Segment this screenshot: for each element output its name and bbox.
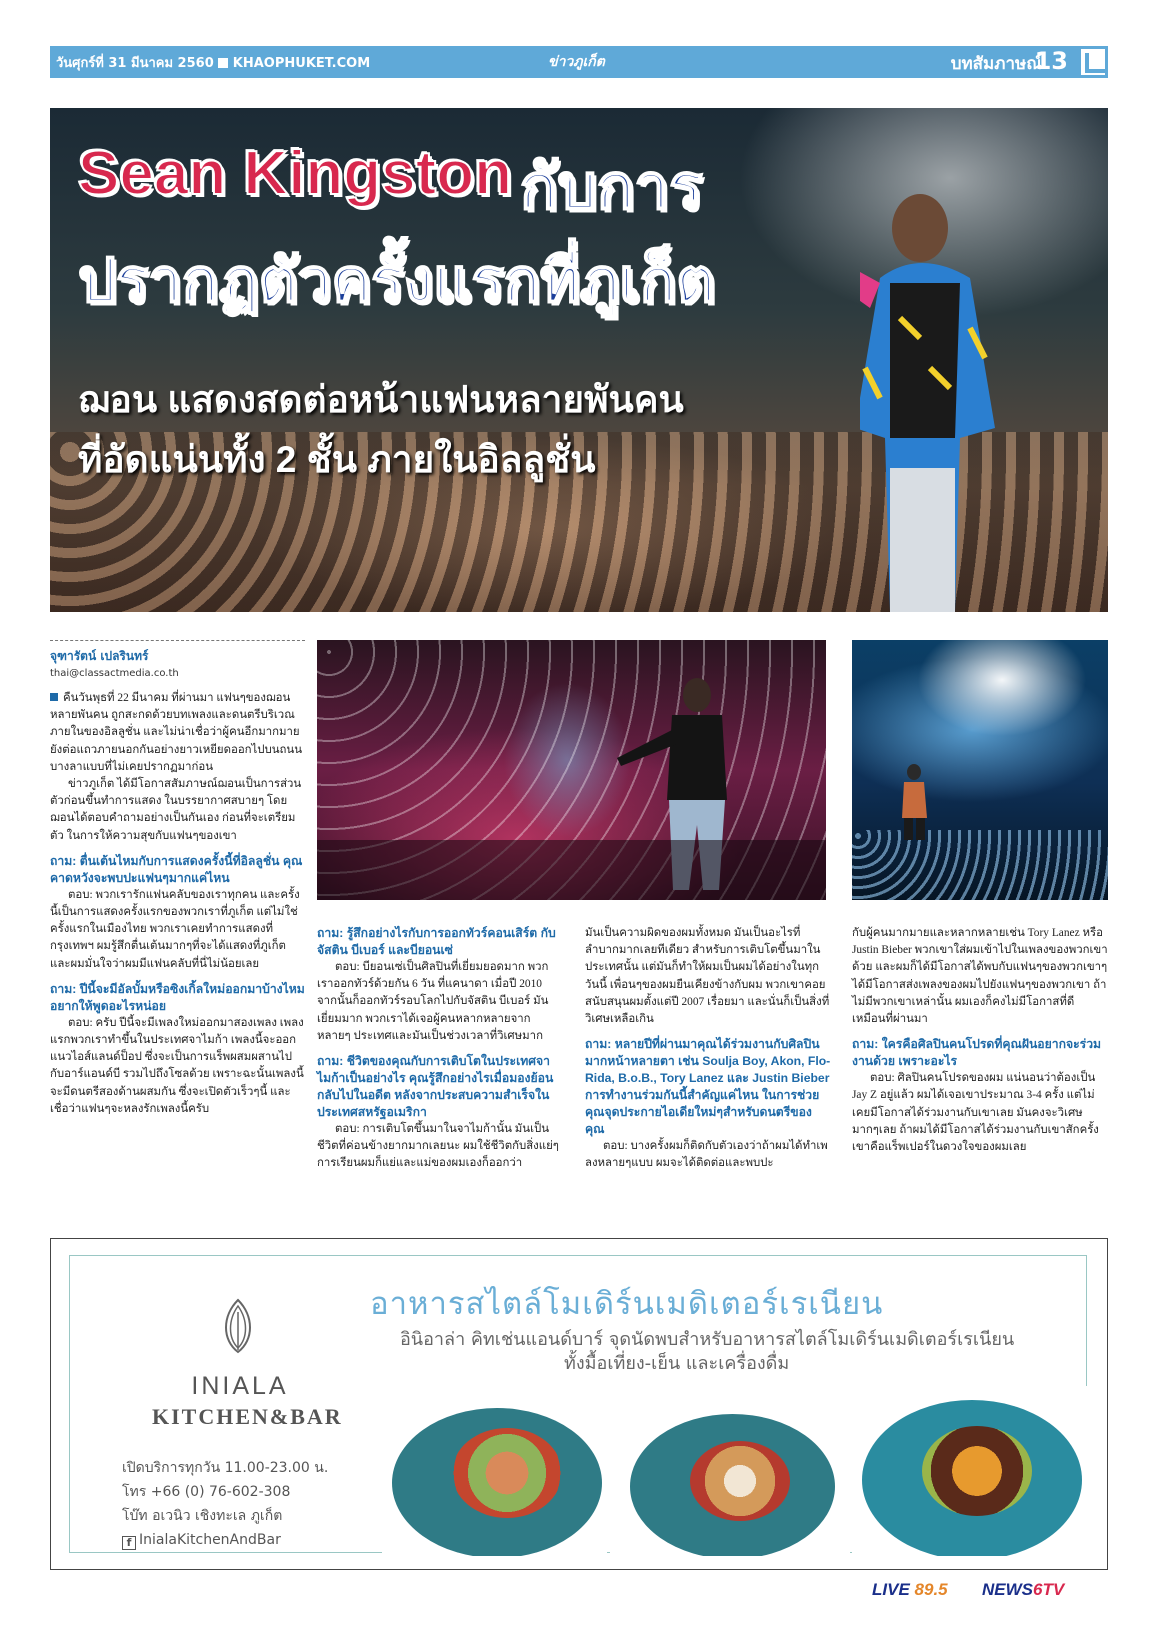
- interview-question: ถาม: รู้สึกอย่างไรกับการออกทัวร์คอนเสิร์ต กับ จัสติน บีเบอร์ และบียอนเซ่: [317, 926, 556, 957]
- author-email[interactable]: thai@classactmedia.co.th: [50, 668, 179, 679]
- news6tv-logo: NEWS6TV: [982, 1580, 1065, 1599]
- food-photo-2: [610, 1386, 850, 1556]
- article-column-4: [852, 925, 1108, 1156]
- article-paragraph: ข่าวภูเก็ต ได้มีโอกาสสัมภาษณ์ฌอนเป็นการส่วนตัวก่อนขึ้นทำการแสดง ในบรรยากาศสบายๆ โดยฌอนได้ตอบคำถามอย่างเป็นกันเอง ก่อนที่จะเตรียมตัว ในการให้ความสุขกับแฟนๆของเขา: [50, 778, 302, 842]
- article-column-1: [50, 690, 305, 1118]
- facebook-icon: f: [122, 1536, 136, 1550]
- address: โบ๊ท อเวนิว เชิงทะเล ภูเก็ต: [122, 1508, 283, 1524]
- food-photo-3: [852, 1386, 1090, 1556]
- performer-silhouette: [317, 640, 826, 900]
- restaurant-advertisement[interactable]: [50, 1238, 1108, 1570]
- interview-answer: ตอบ: พวกเรารักแฟนคลับของเราทุกคน และครั้งนี้เป็นการแสดงครั้งแรกของพวกเราที่ภูเก็ต แต่ไม่ใช่ครั้งแรกในเมืองไทย พวกเราเคยทำการแสดงที่กรุงเทพฯ ผมรู้สึกตื่นเต้นมากๆที่จะได้แสดงที่ภูเก็ต และผมมั่นใจว่าผมมีแฟนคลับที่นี่ไม่น้อยเลย: [50, 888, 300, 970]
- page-number: 13: [1034, 47, 1068, 75]
- section-label: บทสัมภาษณ์: [950, 54, 1042, 74]
- interview-question: ถาม: ตื่นเต้นไหมกับการแสดงครั้งนี้ที่อิลลูชั่น คุณคาดหวังจะพบปะแฟนๆมากแค่ไหน: [50, 853, 303, 885]
- interview-answer: ตอบ: บางครั้งผมก็ติดกับตัวเองว่าถ้าผมได้ทำเพลงหลายๆแบบ ผมจะได้ติดต่อและพบปะ: [585, 1140, 828, 1170]
- phone-number[interactable]: โทร +66 (0) 76-602-308: [122, 1484, 291, 1500]
- leaf-logo-icon: [208, 1296, 268, 1356]
- interview-question: ถาม: ชีวิตของคุณกับการเติบโตในประเทศจาไมก้าเป็นอย่างไร คุณรู้สึกอย่างไรเมื่อมองย้อนกลับไปในอดีต หลังจากประสบความสำเร็จในประเทศสหรัฐอเมริกา: [317, 1054, 554, 1120]
- ad-tagline-2: ทั้งมื้อเที่ยง-เย็น และเครื่องดื่ม: [564, 1353, 790, 1374]
- newspaper-logo: ข่าวภูเก็ต: [548, 54, 605, 70]
- headline-part: กับการ: [520, 153, 703, 222]
- byline: [50, 640, 305, 679]
- ad-contact-info: [122, 1456, 328, 1552]
- ad-headline: อาหารสไตล์โมเดิร์นเมดิเตอร์เรเนียน: [370, 1286, 884, 1322]
- interview-question: ถาม: ใครคือศิลปินคนโปรดที่คุณฝันอยากจะร่วมงานด้วย เพราะอะไร: [852, 1037, 1102, 1069]
- interview-answer: ตอบ: บียอนเซ่เป็นศิลปินที่เยี่ยมยอดมาก พวกเราออกทัวร์ด้วยกัน 6 วัน ที่แคนาดา เมื่อปี 2010 จากนั้นก็ออกทัวร์รอบโลกไปกับจัสติน บีเบอร์ มันเยี่ยมมาก พวกเราได้เจอผู้คนหลากหลายจากหลายๆ ประเทศและมันเป็นช่วงเวลาที่วิเศษมาก: [317, 961, 549, 1042]
- live-radio-logo: LIVE 89.5: [872, 1580, 948, 1599]
- performer-image: [860, 168, 1030, 612]
- interview-answer: ตอบ: ครับ ปีนี้จะมีเพลงใหม่ออกมาสองเพลง เพลงแรกพวกเราทำขึ้นในประเทศจาไมก้า เพลงนี้จะออกแนวไอส์แลนด์ป็อป ซึ่งจะเป็นการแร็พผสมผสานไปกับอาร์แอนด์บี รวมไปถึงโซลด้วย เพราะฉะนั้นเพลงนี้จะมีดนตรีสองด้านผสมกัน ซึ่งจะเปิดตัวเร็วๆนี้ และเชื่อว่าแฟนๆจะหลงรักเพลงนี้ครับ: [50, 1016, 304, 1115]
- page-header: [50, 46, 1108, 78]
- hero-photo: [50, 108, 1108, 612]
- article-column-3: [585, 925, 831, 1173]
- concert-venue-photo: [852, 640, 1108, 900]
- headline-name: Sean Kingston: [78, 139, 513, 208]
- ad-frame: [69, 1255, 1087, 1553]
- interview-answer: ตอบ: การเติบโตขึ้นมาในจาไมก้านั้น มันเป็นชีวิตที่ค่อนข้างยากมากเลยนะ ผมใช้ชีวิตกับสิ่งแย่ๆ การเรียนผมก็แย่และแม่ของผมเองก็ออกว่า: [317, 1123, 559, 1170]
- concert-stage-photo: [317, 640, 826, 900]
- performer-silhouette: [852, 640, 1108, 900]
- article-column-2: [317, 925, 563, 1173]
- interview-question: ถาม: ปีนี้จะมีอัลบั้มหรือซิงเกิ้ลใหม่ออกมาบ้างไหม อยากให้พูดอะไรหน่อย: [50, 981, 305, 1013]
- subheadline-line1: ฌอน แสดงสดต่อหน้าแฟนหลายพันคน: [78, 379, 684, 420]
- interview-answer: มันเป็นความผิดของผมทั้งหมด มันเป็นอะไรที่ลำบากมากเลยทีเดียว สำหรับการเติบโตขึ้นมาในประเทศนั้น แต่มันก็ทำให้ผมเป็นผมได้อย่างในทุกวันนี้ เพื่อนๆของผมยืนเคียงข้างกับผม พวกเขาคอยสนับสนุนผมตั้งแต่ปี 2007 เรื่อยมา และนั่นก็เป็นสิ่งที่วิเศษเหลือเกิน: [585, 927, 830, 1026]
- opening-hours: เปิดบริการทุกวัน 11.00-23.00 น.: [122, 1460, 329, 1476]
- site-link[interactable]: KHAOPHUKET.COM: [232, 56, 371, 71]
- ad-tagline: อินิอาล่า คิทเช่นแอนด์บาร์ จุดนัดพบสำหรับอาหารสไตล์โมเดิร์นเมดิเตอร์เรเนียน: [400, 1329, 1015, 1350]
- article-intro: คืนวันพุธที่ 22 มีนาคม ที่ผ่านมา แฟนๆของฌอนหลายพันคน ถูกสะกดด้วยบทเพลงและดนตรีบริเวณภายในของอิลลูชั่น และไม่น่าเชื่อว่าผู้คนอีกมากมายยังต่อแถวภายนอกกันอย่างยาวเหยียดออกไปบนถนนบางลาแบบที่ไม่เคยปรากฏมาก่อน: [50, 692, 303, 773]
- ad-brand-subtitle: KITCHEN&BAR: [152, 1404, 343, 1429]
- subheadline-line2: ที่อัดแน่นทั้ง 2 ชั้น ภายในอิลลูชั่น: [78, 439, 596, 480]
- ad-brand-name: INIALA: [191, 1372, 289, 1400]
- facebook-link[interactable]: f InialaKitchenAndBar: [122, 1528, 328, 1552]
- interview-answer: กับผู้คนมากมายและหลากหลายเช่น Tory Lanez หรือ Justin Bieber พวกเขาใส่ผมเข้าไปในเพลงของพวกเขาด้วย และผมก็ได้มีโอกาสได้พบกับแฟนๆของพวกเขาๆ ได้มีโอกาสส่งเพลงของผมไปยังแฟนๆของพวกเขา ถ้าไม่มีพวกเขาเหล่านั้น ผมเองก็คงไม่มีโอกาสที่ดี เหมือนที่ผ่านมา: [852, 927, 1108, 1026]
- interview-answer: ตอบ: ศิลปินคนโปรดของผม แน่นอนว่าต้องเป็น Jay Z อยู่แล้ว ผมได้เจอเขาประมาณ 3-4 ครั้ง แต่ไม่เคยมีโอกาสได้ร่วมงานกับเขาเลย มันคงจะวิเศษมากๆเลย ถ้าผมได้มีโอกาสได้ร่วมงานกับเขาสักครั้ง เขาคือแร็พเปอร์ในดวงใจของผมเลย: [852, 1072, 1099, 1154]
- headline-line2: ปรากฏตัวครั้งแรกที่ภูเก็ต: [78, 247, 716, 314]
- footer-logos: [868, 1580, 1108, 1604]
- bullet-square-icon: [50, 693, 58, 701]
- food-photo-1: [382, 1386, 607, 1556]
- corner-mark-icon: [1078, 46, 1108, 78]
- author-name: จุฑารัตน์ เปลรินทร์: [50, 649, 149, 663]
- interview-question: ถาม: หลายปีที่ผ่านมาคุณได้ร่วมงานกับศิลปินมากหน้าหลายตา เช่น Soulja Boy, Akon, Flo-Rida, B.o.B., Tory Lanez และ Justin Bieber การทำงานร่วมกันนี้สำคัญแค่ไหน ในการช่วยคุณจุดประกายไอเดียใหม่ๆสำหรับดนตรีของคุณ: [585, 1037, 831, 1137]
- issue-date: วันศุกร์ที่ 31 มีนาคม 2560 KHAOPHUKET.COM: [56, 56, 371, 71]
